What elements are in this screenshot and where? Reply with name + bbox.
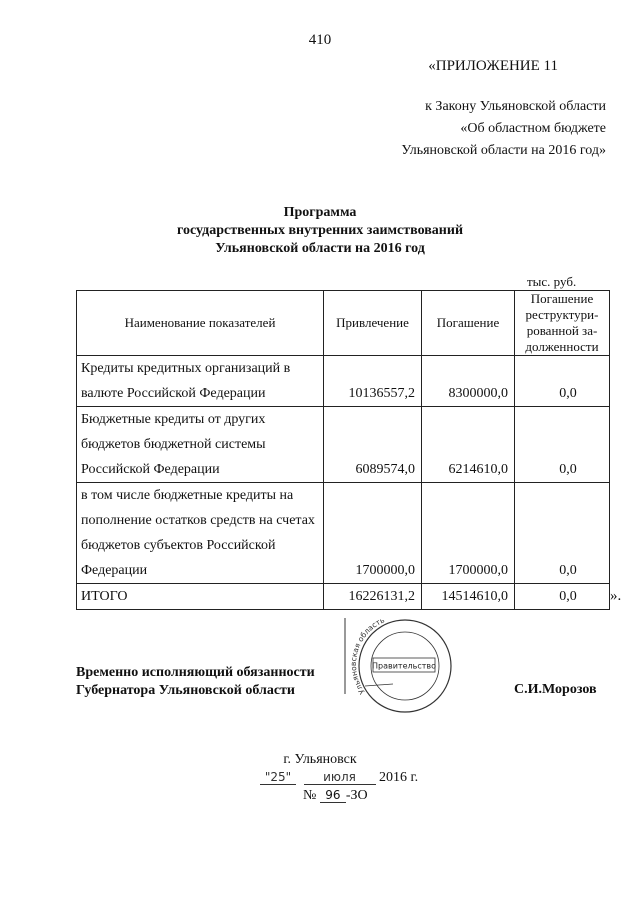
table-row — [77, 356, 610, 407]
closing-quote: ». — [610, 588, 622, 604]
column-header-repay: Погашение — [422, 291, 515, 356]
law-reference — [346, 96, 606, 162]
column-header-attract: Привлечение — [324, 291, 422, 356]
row-name: Бюджетные кредиты от других бюджетов бюджетной системы Российской Федерации — [77, 407, 324, 483]
appendix-label: «ПРИЛОЖЕНИЕ 11 — [428, 58, 558, 74]
date-day: "25" — [260, 770, 296, 785]
table-row — [77, 407, 610, 483]
seal-label: Правительство — [372, 661, 436, 671]
row-attract: 10136557,2 — [324, 356, 422, 407]
borrowing-table — [76, 290, 610, 610]
row-repay: 6214610,0 — [422, 407, 515, 483]
row-restructured: 0,0 — [515, 356, 610, 407]
row-attract: 6089574,0 — [324, 407, 422, 483]
row-restructured: 0,0 — [515, 483, 610, 584]
row-restructured: 0,0 — [515, 584, 610, 610]
row-attract: 16226131,2 — [324, 584, 422, 610]
law-line: «Об областном бюджете — [460, 121, 606, 136]
column-header-name: Наименование показателей — [77, 291, 324, 356]
units-label: тыс. руб. — [527, 274, 577, 289]
law-line: Ульяновской области на 2016 год» — [401, 143, 606, 158]
date-month: июля — [304, 770, 376, 785]
table-row — [77, 483, 610, 584]
column-header-restructured: Погашение реструктури-рованной за-долженности — [515, 291, 610, 356]
title-line: государственных внутренних заимствований — [176, 223, 464, 238]
title-line: Программа — [283, 205, 357, 220]
title-line: Ульяновской области на 2016 год — [215, 241, 425, 256]
table-header-row — [77, 291, 610, 356]
signatory-position — [76, 664, 315, 700]
signature-scribble — [365, 684, 393, 686]
position-line: Временно исполняющий обязанности — [76, 665, 315, 680]
law-line: к Закону Ульяновской области — [425, 99, 606, 114]
row-name: Кредиты кредитных организаций в валюте Российской Федерации — [77, 356, 324, 407]
number-suffix: -ЗО — [345, 788, 368, 803]
row-repay: 1700000,0 — [422, 483, 515, 584]
row-restructured: 0,0 — [515, 407, 610, 483]
signing-date — [260, 770, 418, 786]
row-name: в том числе бюджетные кредиты на пополнение остатков средств на счетах бюджетов субъектов Российской Федерации — [77, 483, 324, 584]
law-number — [303, 788, 368, 804]
number-value: 96 — [320, 788, 346, 803]
seal-ring-text: Ульяновская область — [348, 615, 386, 696]
number-prefix: № — [303, 788, 317, 803]
official-seal — [335, 614, 465, 734]
city-label: г. Ульяновск — [283, 752, 357, 767]
table-total-row — [77, 584, 610, 610]
row-attract: 1700000,0 — [324, 483, 422, 584]
position-line: Губернатора Ульяновской области — [76, 683, 295, 698]
signatory-name: С.И.Морозов — [514, 682, 597, 697]
date-year: 2016 г. — [379, 770, 419, 785]
document-title — [0, 204, 640, 258]
row-repay: 14514610,0 — [422, 584, 515, 610]
row-name: ИТОГО — [77, 584, 324, 610]
page-number: 410 — [308, 32, 332, 48]
row-repay: 8300000,0 — [422, 356, 515, 407]
